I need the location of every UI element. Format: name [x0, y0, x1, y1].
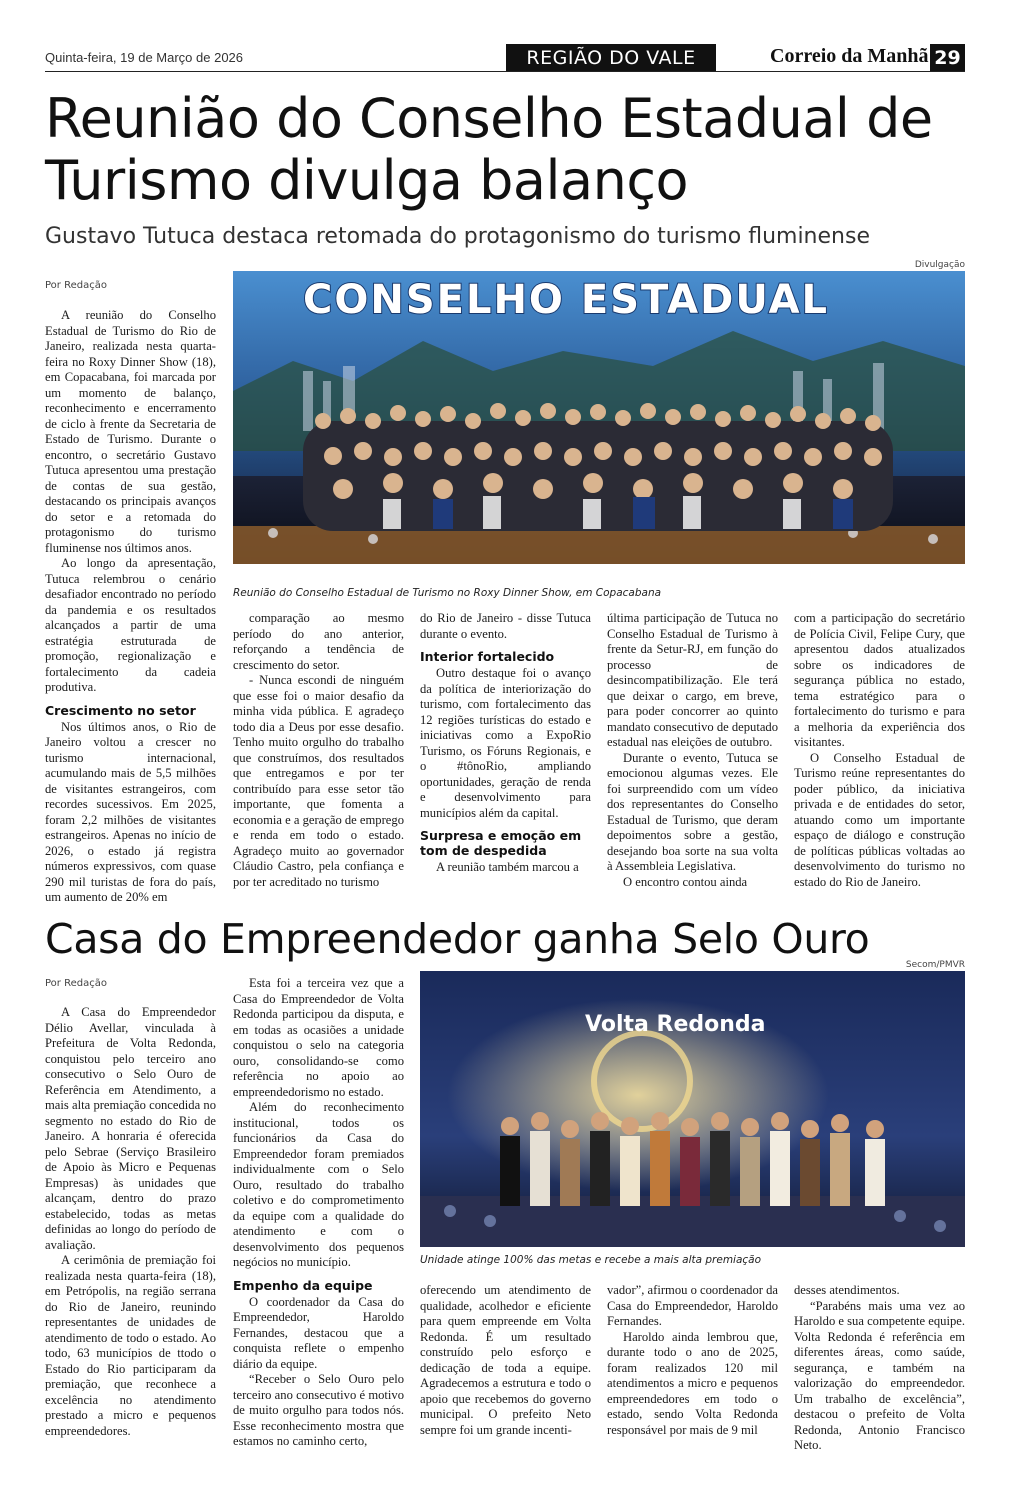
header-rule	[45, 71, 965, 72]
paragraph: “Receber o Selo Ouro pelo terceiro ano consecutivo é motivo de muito orgulho para todos nós. Esse reconhecimento mostra que estamos no caminho certo,	[233, 1372, 404, 1448]
paragraph: A reunião também marcou a	[436, 860, 579, 874]
article2-byline: Por Redação	[45, 978, 107, 989]
paragraph: comparação ao mesmo período do ano anterior, reforçando a tendência de crescimento do setor.	[233, 611, 404, 672]
article2-photo-banner: Volta Redonda	[585, 1012, 766, 1037]
paragraph: A cerimônia de premiação foi realizada nesta quarta-feira (18), em Petrópolis, na região serrana do Rio de Janeiro, reunindo representantes de unidades de atendimento de todo o estado. Ao todo, 63 municípios de ttodo o Estado do Rio participaram da premiação, que reconhece a excelência no atendimento prestado a micro e pequenos empreendedores.	[45, 1253, 216, 1438]
article2-headline: Casa do Empreendedor ganha Selo Ouro	[45, 915, 870, 963]
subheading: Empenho da equipe	[233, 1277, 373, 1293]
article1-column-1	[45, 308, 216, 906]
paragraph: Além do reconhecimento institucional, todos os funcionários da Casa do Empreendedor foram premiados individualmente com o Selo Ouro, resultado do trabalho coletivo e do comprometimento da equipe com a qualidade do atendimento e com o desenvolvimento dos pequenos negócios no município.	[233, 1100, 404, 1269]
article2-photo-caption: Unidade atinge 100% das metas e recebe a mais alta premiação	[420, 1254, 762, 1266]
subheading: Surpresa e emoção em tom de despedida	[420, 828, 582, 858]
section-label: REGIÃO DO VALE	[506, 44, 716, 71]
paragraph: do Rio de Janeiro - disse Tutuca durante o evento.	[420, 611, 591, 641]
subheading: Interior fortalecido	[420, 649, 555, 664]
article1-column-2	[233, 611, 404, 890]
article1-photo-caption: Reunião do Conselho Estadual de Turismo no Roxy Dinner Show, em Copacabana	[233, 587, 662, 599]
paragraph: Nos últimos anos, o Rio de Janeiro voltou a crescer no turismo internacional, acumulando mais de 5,5 milhões de visitantes estrangeiros, com recordes sucessivos. Em 2025, foram 2,2 milhões de visitantes estrangeiros. Apenas no início de 2026, o estado já registra números expressivos, com quase 290 mil turistas de fora do país, um aumento de 20% em	[45, 719, 216, 904]
article1-column-5	[794, 611, 965, 890]
page-number: 29	[930, 44, 965, 71]
paragraph: Esta foi a terceira vez que a Casa do Empreendedor de Volta Redonda participou da disputa, e em todas as ocasiões a unidade conquistou o selo na categoria ouro, consolidando-se como referência no apoio ao empreendedorismo no estado.	[233, 976, 404, 1099]
paragraph: Durante o evento, Tutuca se emocionou algumas vezes. Ele foi surpreendido com um vídeo dos representantes do Conselho Estadual de Turismo, que deram depoimentos sobre a gestão, desejando boa sorte na sua volta à Assembleia Legislativa.	[607, 750, 778, 873]
paragraph: vador”, afirmou o coordenador da Casa do Empreendedor, Haroldo Fernandes.	[607, 1283, 778, 1328]
article1-column-4	[607, 611, 778, 890]
article2-column-4	[607, 1283, 778, 1438]
article2-photo-credit: Secom/PMVR	[905, 960, 965, 970]
newspaper-name: Correio da Manhã	[770, 45, 929, 67]
paragraph: “Parabéns mais uma vez ao Haroldo e sua competente equipe. Volta Redonda é referência em diferentes áreas, como saúde, segurança, e também na valorização do empreendedor. Um trabalho de excelência”, destacou o prefeito de Volta Redonda, Antonio Francisco Neto.	[794, 1298, 965, 1452]
article2-column-5	[794, 1283, 965, 1454]
paragraph: Ao longo da apresentação, Tutuca relembrou o cenário desafiador encontrado no período da pandemia e os resultados alcançados a partir de uma estratégia estruturada de promoção, regionalização e fortalecimento da cadeia produtiva.	[45, 556, 216, 694]
article1-column-3	[420, 611, 591, 876]
article1-subheadline: Gustavo Tutuca destaca retomada do protagonismo do turismo fluminense	[45, 224, 870, 249]
paragraph: A Casa do Empreendedor Délio Avellar, vinculada à Prefeitura de Volta Redonda, conquistou pelo terceiro ano consecutivo o Selo Ouro de Referência em Atendimento, a mais alta premiação concedida no segmento no estado do Rio de Janeiro. A honraria é oferecida pelo Sebrae (Serviço Brasileiro de Apoio às Micro e Pequenas Empresas) às unidades que alcançam, dentro do prazo estabelecido, todas as metas definidas ao longo do período de avaliação.	[45, 1005, 216, 1252]
paragraph: - Nunca escondi de ninguém que esse foi o maior desafio da minha vida pública. E agradeço todo dia a Deus por esse desafio. Tenho muito orgulho do trabalho que construímos, dos resultados que entregamos e por ter contribuído para esse setor tão importante, que fomenta a economia e a geração de emprego e renda em todo o estado. Agradeço muito ao governador Cláudio Castro, pela confiança e por ter acreditado no turismo	[233, 673, 404, 889]
paragraph: última participação de Tutuca no Conselho Estadual de Turismo à frente da Setur-RJ, em função do processo de desincompatibilização. Ele terá que deixar o cargo, em breve, para poder concorrer ao quinto mandato consecutivo de deputado estadual nas eleições de outubro.	[607, 611, 779, 749]
article2-photo	[420, 971, 965, 1247]
paragraph: com a participação do secretário de Polícia Civil, Felipe Cury, que apresentou dados atualizados sobre os indicadores de segurança pública no estado, tema estratégico para o fortalecimento do turismo e para a melhoria da experiência dos visitantes.	[794, 611, 965, 749]
paragraph: oferecendo um atendimento de qualidade, acolhedor e eficiente para quem empreende em Volta Redonda. É um resultado construído pelo esforço e dedicação de toda a equipe. Agradecemos a estrutura e todo o apoio que recebemos do governo municipal. O prefeito Neto sempre foi um grande incenti-	[420, 1283, 591, 1437]
article1-byline: Por Redação	[45, 280, 107, 291]
paragraph: O encontro contou ainda	[623, 874, 748, 889]
article1-photo	[233, 271, 965, 564]
paragraph: A reunião do Conselho Estadual de Turismo do Rio de Janeiro, realizada nesta quarta-feira no Roxy Dinner Show (18), em Copacabana, foi marcada por um momento de balanço, reconhecimento e encerramento de ciclo à frente da Secretaria de Estado de Turismo. Durante o encontro, o secretário Gustavo Tutuca apresentou uma prestação de contas de sua gestão, destacando os principais avanços do setor e a retomada do protagonismo do turismo fluminense nos últimos anos.	[45, 308, 216, 555]
paragraph: O Conselho Estadual de Turismo reúne representantes do poder público, da iniciativa privada e de entidades do setor, atuando como um importante espaço de diálogo e construção de políticas públicas voltadas ao desenvolvimento do turismo no estado do Rio de Janeiro.	[794, 750, 965, 889]
article2-column-2	[233, 976, 404, 1450]
article2-column-3	[420, 1283, 591, 1438]
paragraph: O coordenador da Casa do Empreendedor, Haroldo Fernandes, destacou que a conquista reflete o empenho diário da equipe.	[233, 1294, 404, 1371]
article1-photo-banner: CONSELHO ESTADUAL	[303, 277, 830, 323]
subheading: Crescimento no setor	[45, 702, 196, 718]
issue-date: Quinta-feira, 19 de Março de 2026	[45, 50, 244, 65]
article2-column-1	[45, 1005, 216, 1439]
paragraph: Outro destaque foi o avanço da política de interiorização do turismo, com fortalecimento das 12 regiões turísticas do estado e iniciativas como a ExpoRio Turismo, os Fóruns Regionais, e o #tônoRio, ampliando oportunidades, geração de renda e desenvolvimento para municípios além da capital.	[420, 666, 591, 820]
article1-photo-credit: Divulgação	[914, 260, 965, 270]
paragraph: desses atendimentos.	[794, 1283, 900, 1297]
article1-headline: Reunião do Conselho Estadual de Turismo divulga balanço	[45, 87, 933, 212]
paragraph: Haroldo ainda lembrou que, durante todo o ano de 2025, foram realizados 120 mil atendimentos a micro e pequenos empreendedores em todo o estado, sendo Volta Redonda responsável por mais de 9 mil	[607, 1329, 778, 1437]
